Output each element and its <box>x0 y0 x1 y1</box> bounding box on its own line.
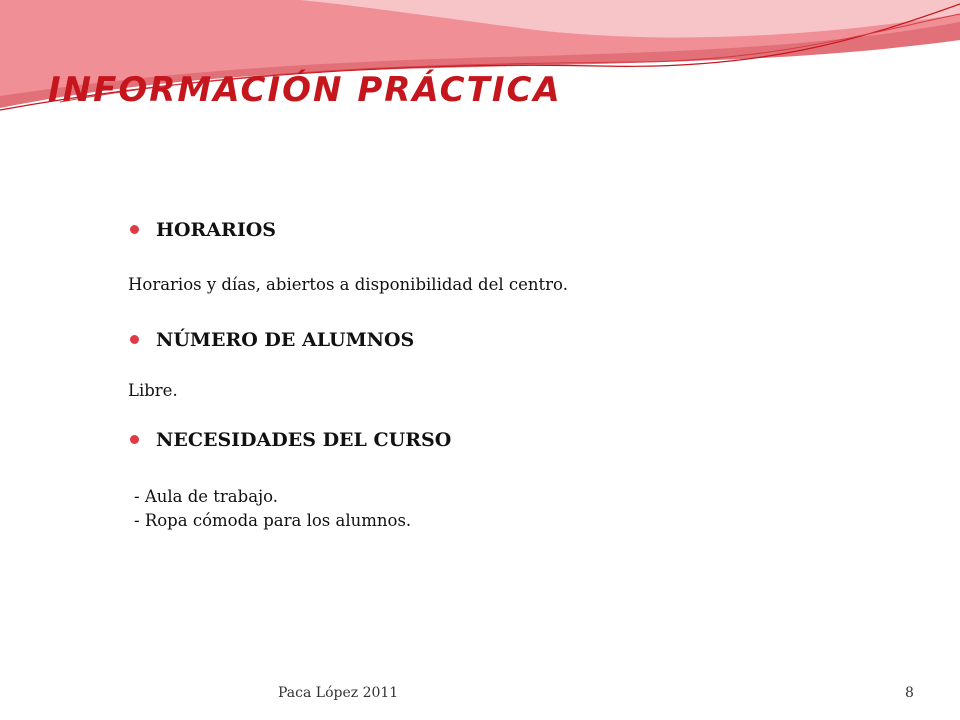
bullet-dot-icon <box>130 225 139 234</box>
section-necesidades <box>128 426 451 454</box>
needs-list-item: - Aula de trabajo. <box>134 487 279 506</box>
needs-list-item: - Ropa cómoda para los alumnos. <box>134 511 412 530</box>
header-wave-decoration <box>0 0 960 130</box>
bullet-dot-icon <box>130 435 139 444</box>
section-horarios <box>128 216 276 244</box>
section-heading: NECESIDADES DEL CURSO <box>156 429 452 451</box>
footer-author: Paca López 2011 <box>278 685 399 701</box>
section-heading: HORARIOS <box>156 219 276 241</box>
section-heading: NÚMERO DE ALUMNOS <box>156 329 415 351</box>
section-text: Libre. <box>128 381 178 400</box>
bullet-dot-icon <box>130 335 139 344</box>
slide-title: INFORMACIÓN PRÁCTICA <box>48 70 562 110</box>
section-numero-alumnos <box>128 326 414 354</box>
needs-list <box>134 485 411 533</box>
section-text: Horarios y días, abiertos a disponibilidad del centro. <box>128 275 568 294</box>
page-number: 8 <box>905 685 914 701</box>
